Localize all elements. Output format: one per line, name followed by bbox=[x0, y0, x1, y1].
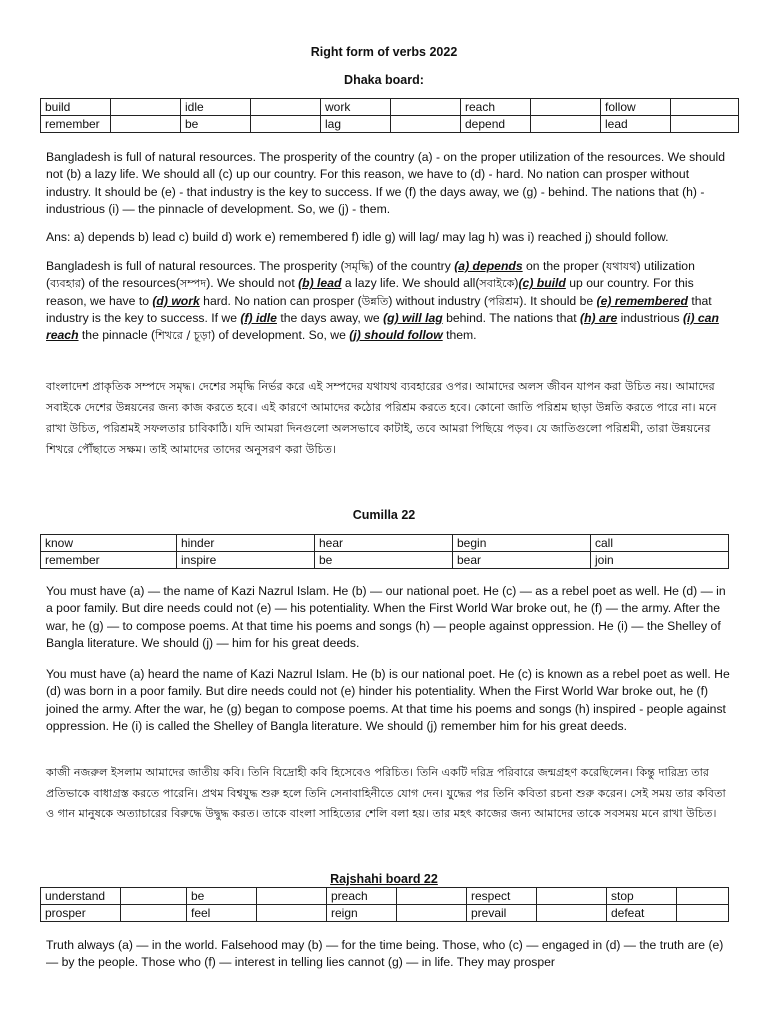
section-heading-dhaka: Dhaka board: bbox=[344, 73, 424, 87]
verb-table-cell bbox=[121, 905, 187, 922]
verb-table-cell bbox=[257, 888, 327, 905]
verb-table-cell: respect bbox=[467, 888, 537, 905]
verb-table-cell: join bbox=[591, 552, 729, 569]
filled-answer: (f) idle bbox=[240, 310, 277, 325]
verb-table-cell bbox=[391, 99, 461, 116]
bangla-gloss: সমৃদ্ধি bbox=[344, 260, 370, 273]
paragraph-text: industrious bbox=[617, 310, 683, 325]
verb-table-cell: remember bbox=[41, 552, 177, 569]
verb-table-cell bbox=[111, 116, 181, 133]
verb-table-cell bbox=[111, 99, 181, 116]
verb-table-dhaka bbox=[40, 98, 739, 133]
question-paragraph-dhaka: Bangladesh is full of natural resources. The prosperity of the country (a) - on the proper utilization of the resources. We should not (b) a lazy life. We should all (c) up our country. For this reason, we have to (d) - hard. No nation can prosper without industry. It should be (e) - that industry is the key to success. If we (f) the days away, we (g) - behind. The nations that (h) - industrious (i) — the pinnacle of development. So, we (j) - them. bbox=[46, 150, 726, 216]
filled-answer: (a) depends bbox=[454, 259, 523, 273]
verb-table-cell: hear bbox=[315, 535, 453, 552]
verb-table-cell bbox=[677, 888, 729, 905]
paragraph-text: behind. The nations that bbox=[442, 310, 581, 325]
bangla-gloss: শিখরে / চূড়া bbox=[155, 329, 212, 343]
verb-table-cell bbox=[121, 888, 187, 905]
filled-paragraph-dhaka bbox=[46, 258, 730, 344]
verb-table-cell: know bbox=[41, 535, 177, 552]
verb-table-cell: work bbox=[321, 99, 391, 116]
verb-table-cell: build bbox=[41, 99, 111, 116]
question-paragraph-rajshahi: Truth always (a) — in the world. Falsehood may (b) — for the time being. Those, who (c) — engaged in (d) — the truth are (e) — by the people. Those who (f) — interest in telling lies cannot (g) — in life. They may prosper bbox=[46, 938, 724, 970]
verb-table-cell: follow bbox=[601, 99, 671, 116]
paragraph-text: the days away, we bbox=[276, 310, 384, 325]
verb-table-cell bbox=[257, 905, 327, 922]
verb-table-cell: bear bbox=[453, 552, 591, 569]
filled-answer: (h) are bbox=[580, 310, 618, 325]
answer-line-dhaka: Ans: a) depends b) lead c) build d) work e) remembered f) idle g) will lag/ may lag h) was i) reached j) should follow. bbox=[46, 230, 669, 244]
verb-table-cell bbox=[537, 888, 607, 905]
verb-table-row bbox=[41, 99, 739, 116]
verb-table-cell bbox=[397, 905, 467, 922]
verb-table-cell: call bbox=[591, 535, 729, 552]
verb-table-cell: lag bbox=[321, 116, 391, 133]
bangla-gloss: ব্যবহার bbox=[50, 277, 82, 291]
paragraph-text: ). We should not bbox=[206, 276, 299, 291]
verb-table-cell: reign bbox=[327, 905, 397, 922]
verb-table-cell: idle bbox=[181, 99, 251, 116]
verb-table-cell: inspire bbox=[177, 552, 315, 569]
paragraph-text: ) of the country bbox=[369, 259, 455, 273]
bangla-translation-cumilla: কাজী নজরুল ইসলাম আমাদের জাতীয় কবি। তিনি বিদ্রোহী কবি হিসেবেও পরিচিত। তিনি একটি দরিদ্র পরিবারে জন্মগ্রহণ করেছিলেন। কিন্তু দারিদ্র্য তার প্রতিভাকে বাধাগ্রস্ত করতে পারেনি। প্রথম বিশ্বযুদ্ধ শুরু হলে তিনি সেনাবাহিনীতে যোগ দেন। যুদ্ধের পর তিনি কবিতা রচনা শুরু করেন। সেই সময় তার কবিতা ও গান মানুষকে অত্যাচারের বিরুদ্ধে উদ্বুদ্ধ করত। তাকে বাংলা সাহিত্যের শেলি বলা হয়। তার মহৎ কাজের জন্য আমাদের তাকে সবসময় মনে রাখা উচিত। bbox=[46, 766, 726, 820]
bangla-gloss: সবাইকে bbox=[479, 277, 515, 291]
filled-answer: (c) build bbox=[518, 276, 566, 291]
verb-table-cell: preach bbox=[327, 888, 397, 905]
verb-table-cell: be bbox=[181, 116, 251, 133]
paragraph-text: hard. No nation can prosper ( bbox=[199, 293, 362, 308]
verb-table-cell: stop bbox=[607, 888, 677, 905]
paragraph-text: ) of development. So, we bbox=[211, 328, 350, 343]
verb-table-rajshahi bbox=[40, 887, 729, 922]
document-title: Right form of verbs 2022 bbox=[310, 45, 458, 59]
verb-table-row bbox=[41, 888, 729, 905]
verb-table-cell bbox=[531, 116, 601, 133]
paragraph-text: ). It should be bbox=[519, 293, 597, 308]
answer-paragraph-cumilla: You must have (a) heard the name of Kazi Nazrul Islam. He (b) is our national poet. He (c) is known as a rebel poet as well. He (d) was born in a poor family. But dire needs could not (e) hinder his potentiality. When the First World War broke out, he (f) joined the army. After the war, he (g) began to compose poems. At that time his poems and songs (h) inspired - people against oppression. He (i) is called the Shelley of Bangla literature. We should (j) remember him for his great deeds. bbox=[46, 667, 730, 733]
paragraph-text: the pinnacle ( bbox=[78, 328, 156, 343]
verb-table-cell: reach bbox=[461, 99, 531, 116]
paragraph-text: up our country. For this reason, we have to bbox=[46, 276, 694, 308]
verb-table-row bbox=[41, 552, 729, 569]
verb-table-cell bbox=[531, 99, 601, 116]
verb-table-cell bbox=[251, 116, 321, 133]
verb-table-cell: hinder bbox=[177, 535, 315, 552]
verb-table-cell: begin bbox=[453, 535, 591, 552]
paragraph-text: that industry is the key to success. If we bbox=[46, 293, 712, 325]
verb-table-cell bbox=[677, 905, 729, 922]
section-heading-rajshahi: Rajshahi board 22 bbox=[330, 872, 438, 886]
verb-table-cell: defeat bbox=[607, 905, 677, 922]
bangla-translation-dhaka: বাংলাদেশ প্রাকৃতিক সম্পদে সমৃদ্ধ। দেশের সমৃদ্ধি নির্ভর করে এই সম্পদের যথাযথ ব্যবহারের ওপর। আমাদের অলস জীবন যাপন করা উচিত নয়। আমাদের সবাইকে দেশের উন্নয়নের জন্য কাজ করতে হবে। এই কারণে আমাদের কঠোর পরিশ্রম করতে হবে। কোনো জাতি পরিশ্রম ছাড়া উন্নতি করতে পারে না। মনে রাখা উচিত, পরিশ্রমই সফলতার চাবিকাঠি। যদি আমরা দিনগুলো অলসভাবে কাটাই, তবে আমরা পিছিয়ে পড়ব। যে জাতিগুলো পরিশ্রমী, তারা উন্নয়নের শিখরে পৌঁছাতে সক্ষম। তাই আমাদের তাদের অনুসরণ করা উচিত। bbox=[46, 380, 717, 456]
verb-table-cell: understand bbox=[41, 888, 121, 905]
filled-answer: (g) will lag bbox=[383, 310, 443, 325]
paragraph-text: on the proper ( bbox=[522, 259, 606, 273]
verb-table-cell: prevail bbox=[467, 905, 537, 922]
paragraph-text: ) bbox=[514, 276, 519, 291]
bangla-gloss: যথাযথ bbox=[605, 260, 637, 273]
section-heading-cumilla: Cumilla 22 bbox=[352, 508, 416, 522]
paragraph-text: a lazy life. We should all( bbox=[341, 276, 480, 291]
verb-table-cell: depend bbox=[461, 116, 531, 133]
paragraph-text: ) utilization ( bbox=[46, 259, 695, 291]
bangla-gloss: সম্পদ bbox=[179, 277, 207, 291]
verb-table-cell: prosper bbox=[41, 905, 121, 922]
verb-table-cell bbox=[671, 116, 739, 133]
verb-table-cell: lead bbox=[601, 116, 671, 133]
filled-answer: (i) can reach bbox=[46, 310, 719, 343]
verb-table-cell bbox=[397, 888, 467, 905]
verb-table-row bbox=[41, 116, 739, 133]
verb-table-cell: feel bbox=[187, 905, 257, 922]
verb-table-cell: be bbox=[315, 552, 453, 569]
bangla-gloss: উন্নতি bbox=[361, 294, 389, 308]
verb-table-row bbox=[41, 535, 729, 552]
verb-table-cell bbox=[537, 905, 607, 922]
paragraph-text: ) of the resources( bbox=[81, 276, 180, 291]
verb-table-cell bbox=[391, 116, 461, 133]
verb-table-cell: be bbox=[187, 888, 257, 905]
paragraph-text: Bangladesh is full of natural resources. The prosperity ( bbox=[46, 259, 345, 273]
question-paragraph-cumilla: You must have (a) — the name of Kazi Nazrul Islam. He (b) — our national poet. He (c) — as a rebel poet as well. He (d) — in a poor family. But dire needs could not (e) — his potentiality. When the First World War broke out, he (f) — the army. After the war, he (g) — to compose poems. At that time his poems and songs (h) — people against oppression. He (i) — the Shelley of Bangla literature. We should (j) — him for his great deeds. bbox=[46, 584, 726, 650]
filled-answer: (b) lead bbox=[298, 276, 342, 291]
filled-answer: (d) work bbox=[152, 293, 200, 308]
bangla-gloss: পরিশ্রম bbox=[487, 294, 520, 308]
verb-table-cumilla bbox=[40, 534, 729, 569]
paragraph-text: ) without industry ( bbox=[388, 293, 488, 308]
filled-answer: (j) should follow bbox=[349, 328, 443, 343]
verb-table-cell bbox=[671, 99, 739, 116]
verb-table-cell: remember bbox=[41, 116, 111, 133]
filled-answer: (e) remembered bbox=[596, 293, 688, 308]
verb-table-cell bbox=[251, 99, 321, 116]
paragraph-text: them. bbox=[442, 328, 477, 343]
verb-table-row bbox=[41, 905, 729, 922]
